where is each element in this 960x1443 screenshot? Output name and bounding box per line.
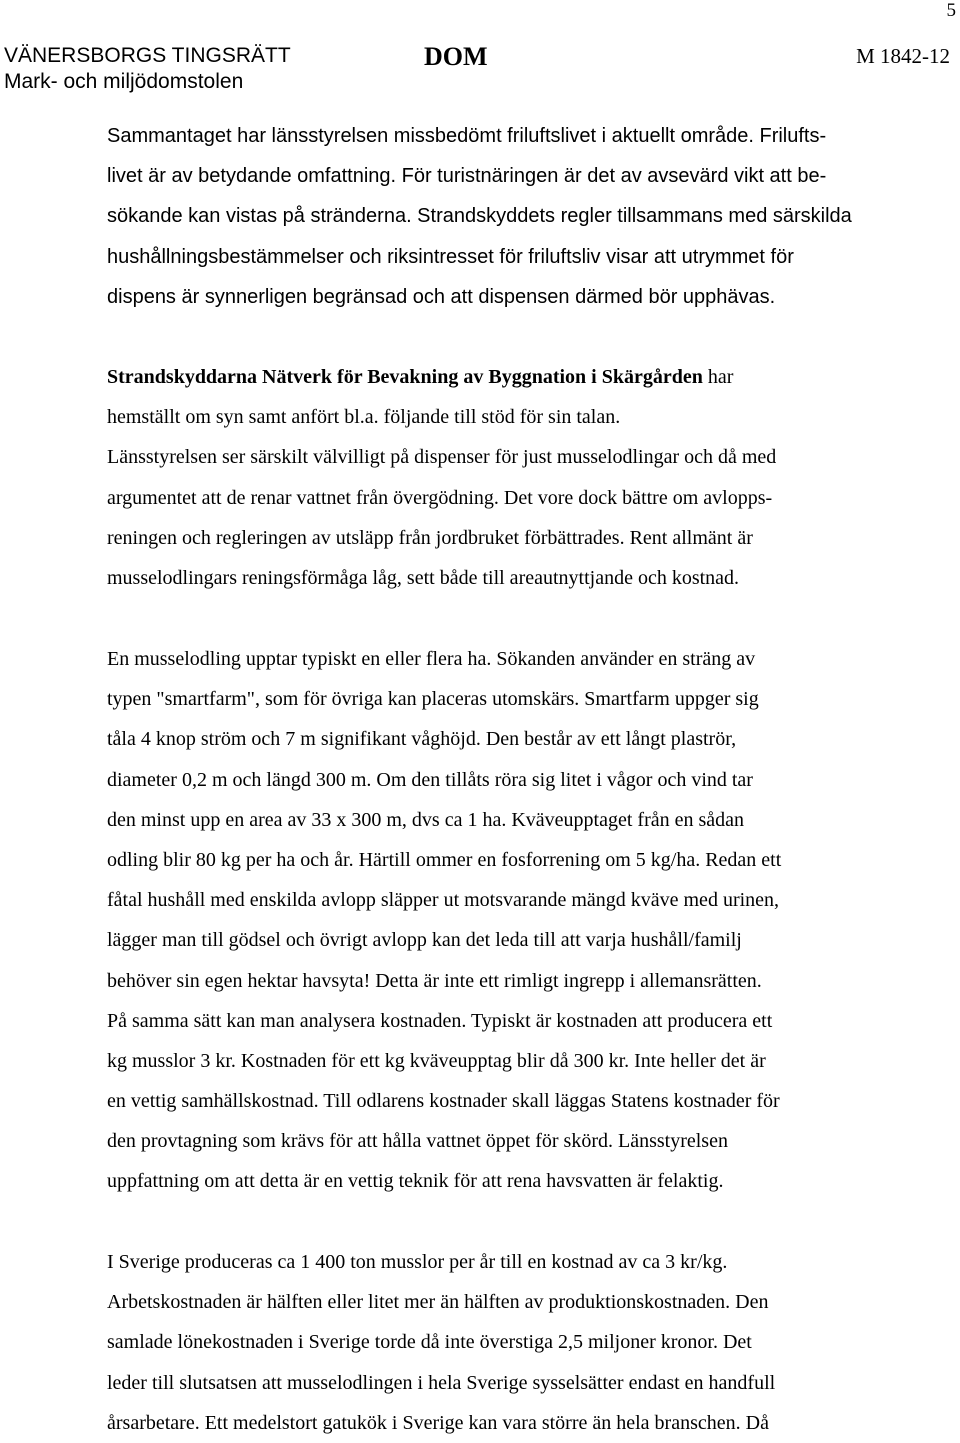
- paragraph-line: Sammantaget har länsstyrelsen missbedömt friluftslivet i aktuellt område. Frilufts-: [107, 125, 827, 147]
- paragraph-line: en vettig samhällskostnad. Till odlarens kostnader skall läggas Statens kostnader för: [107, 1090, 780, 1113]
- paragraph-2: [107, 357, 907, 598]
- paragraph-4: [107, 1242, 907, 1443]
- court-department: Mark- och miljödomstolen: [4, 70, 244, 93]
- paragraph-line: uppfattning om att detta är en vettig teknik för att rena havsvatten är felaktig.: [107, 1170, 724, 1193]
- paragraph-line: typen "smartfarm", som för övriga kan placeras utomskärs. Smartfarm uppger sig: [107, 688, 759, 711]
- paragraph-line: årsarbetare. Ett medelstort gatukök i Sverige kan vara större än hela branschen. Då: [107, 1411, 769, 1434]
- paragraph-line: dispens är synnerligen begränsad och att dispensen därmed bör upphävas.: [107, 285, 776, 308]
- paragraph-line: kg musslor 3 kr. Kostnaden för ett kg kväveupptag blir då 300 kr. Inte heller det är: [107, 1049, 766, 1072]
- paragraph-1: [107, 116, 907, 317]
- paragraph-line: lägger man till gödsel och övrigt avlopp kan det leda till att varja hushåll/familj: [107, 929, 742, 952]
- paragraph-line: Länsstyrelsen ser särskilt välvilligt på dispenser för just musselodlingar och då med: [107, 446, 777, 469]
- paragraph-line: diameter 0,2 m och längd 300 m. Om den tillåts röra sig litet i vågor och vind tar: [107, 768, 753, 791]
- paragraph-line: hushållningsbestämmelser och riksintresset för friluftsliv visar att utrymmet för: [107, 245, 794, 268]
- court-name: VÄNERSBORGS TINGSRÄTT: [4, 44, 291, 67]
- paragraph-line: Arbetskostnaden är hälften eller litet mer än hälften av produktionskostnaden. Den: [107, 1291, 769, 1314]
- paragraph-line: odling blir 80 kg per ha och år. Härtill ommer en fosforrening om 5 kg/ha. Redan ett: [107, 848, 782, 871]
- paragraph-line: samlade lönekostnaden i Sverige torde då inte överstiga 2,5 miljoner kronor. Det: [107, 1331, 752, 1354]
- paragraph-text: har: [702, 366, 734, 388]
- paragraph-line: reningen och regleringen av utsläpp från jordbruket förbättrades. Rent allmänt är: [107, 526, 753, 549]
- page-number: 5: [946, 0, 956, 21]
- paragraph-3: [107, 639, 907, 1202]
- paragraph-line: På samma sätt kan man analysera kostnaden. Typiskt är kostnaden att producera ett: [107, 1009, 773, 1032]
- party-name: Strandskyddarna Nätverk för Bevakning av Byggnation i Skärgården: [107, 366, 703, 388]
- paragraph-line: leder till slutsatsen att musselodlingen i hela Sverige sysselsätter endast en handfull: [107, 1371, 776, 1394]
- document-type: DOM: [424, 42, 488, 71]
- paragraph-line: den minst upp en area av 33 x 300 m, dvs ca 1 ha. Kväveupptaget från en sådan: [107, 808, 745, 831]
- paragraph-line: behöver sin egen hektar havsyta! Detta är inte ett rimligt ingrepp i allemansrätten.: [107, 969, 762, 992]
- paragraph-line: musselodlingars reningsförmåga låg, sett både till areautnyttjande och kostnad.: [107, 566, 740, 589]
- paragraph-line: hemställt om syn samt anfört bl.a. följande till stöd för sin talan.: [107, 406, 621, 429]
- paragraph-line: livet är av betydande omfattning. För turistnäringen är det av avsevärd vikt att be-: [107, 165, 827, 188]
- paragraph-line: fåtal hushåll med enskilda avlopp släpper ut motsvarande mängd kväve med urinen,: [107, 889, 780, 912]
- case-number: M 1842-12: [856, 44, 950, 68]
- paragraph-line: argumentet att de renar vattnet från övergödning. Det vore dock bättre om avlopps-: [107, 486, 773, 509]
- paragraph-line: den provtagning som krävs för att hålla vattnet öppet för skörd. Länsstyrelsen: [107, 1130, 728, 1153]
- paragraph-line: [107, 357, 907, 397]
- paragraph-line: En musselodling upptar typiskt en eller flera ha. Sökanden använder en sträng av: [107, 648, 756, 670]
- paragraph-line: I Sverige produceras ca 1 400 ton musslor per år till en kostnad av ca 3 kr/kg.: [107, 1251, 728, 1273]
- paragraph-line: tåla 4 knop ström och 7 m signifikant våghöjd. Den består av ett långt plaströr,: [107, 728, 737, 751]
- paragraph-line: sökande kan vistas på stränderna. Strandskyddets regler tillsammans med särskilda: [107, 205, 852, 228]
